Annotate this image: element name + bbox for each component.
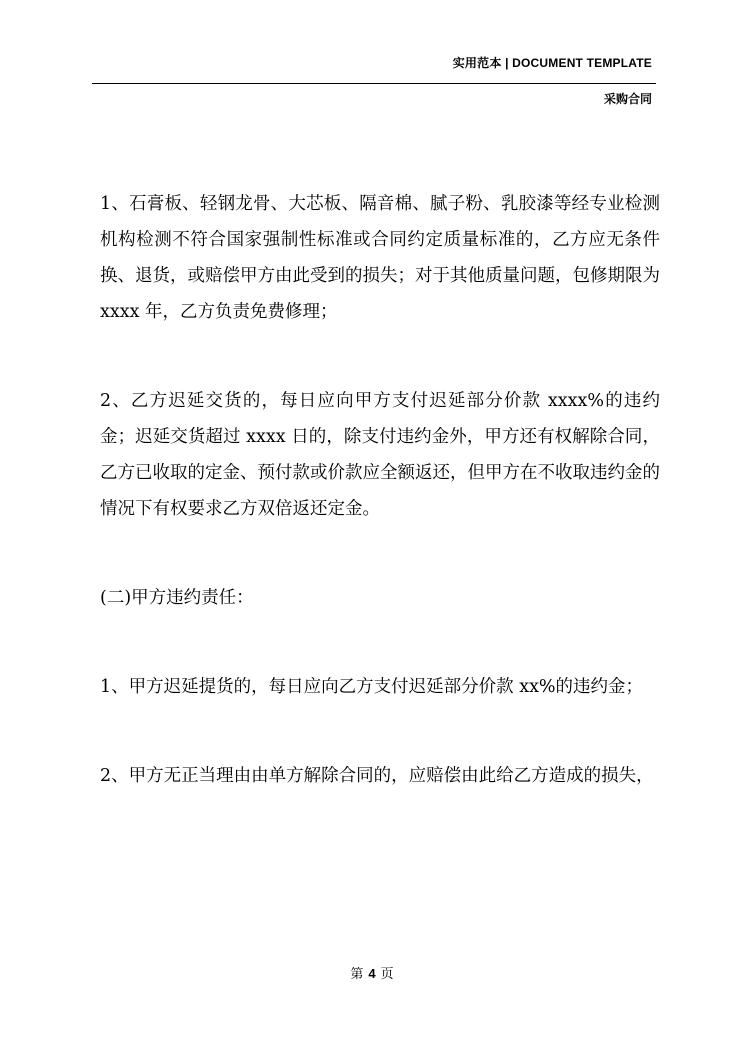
- paragraph-late-pickup: 1、甲方迟延提货的，每日应向乙方支付迟延部分价款 xx%的违约金；: [100, 677, 644, 697]
- paragraph-unilateral-termination: 2、甲方无正当理由由单方解除合同的，应赔偿由此给乙方造成的损失，: [100, 766, 654, 786]
- page-footer: [0, 963, 744, 982]
- document-type-label: 采购合同: [603, 92, 652, 106]
- section-heading-party-a-liability: (二)甲方违约责任：: [100, 588, 254, 608]
- page-number: 4: [368, 966, 376, 981]
- header-divider: [92, 83, 656, 84]
- document-body: [100, 186, 660, 794]
- paragraph-quality-liability: 1、石膏板、轻钢龙骨、大芯板、隔音棉、腻子粉、乳胶漆等经专业检测机构检测不符合国家强制性标准或合同约定质量标准的，乙方应无条件换、退货，或赔偿甲方由此受到的损失；对于其他质量问题，包修期限为 xxxx 年，乙方负责免费修理；: [100, 194, 660, 322]
- page-suffix: 页: [380, 967, 394, 982]
- header-title: 实用范本 | DOCUMENT TEMPLATE: [452, 56, 652, 70]
- page-prefix: 第: [350, 967, 364, 982]
- paragraph-late-delivery: 2、乙方迟延交货的，每日应向甲方支付迟延部分价款 xxxx%的违约金；迟延交货超过 xxxx 日的，除支付违约金外，甲方还有权解除合同，乙方已收取的定金、预付款或价款应全额返还，但甲方在不收取违约金的情况下有权要求乙方双倍返还定金。: [100, 391, 660, 519]
